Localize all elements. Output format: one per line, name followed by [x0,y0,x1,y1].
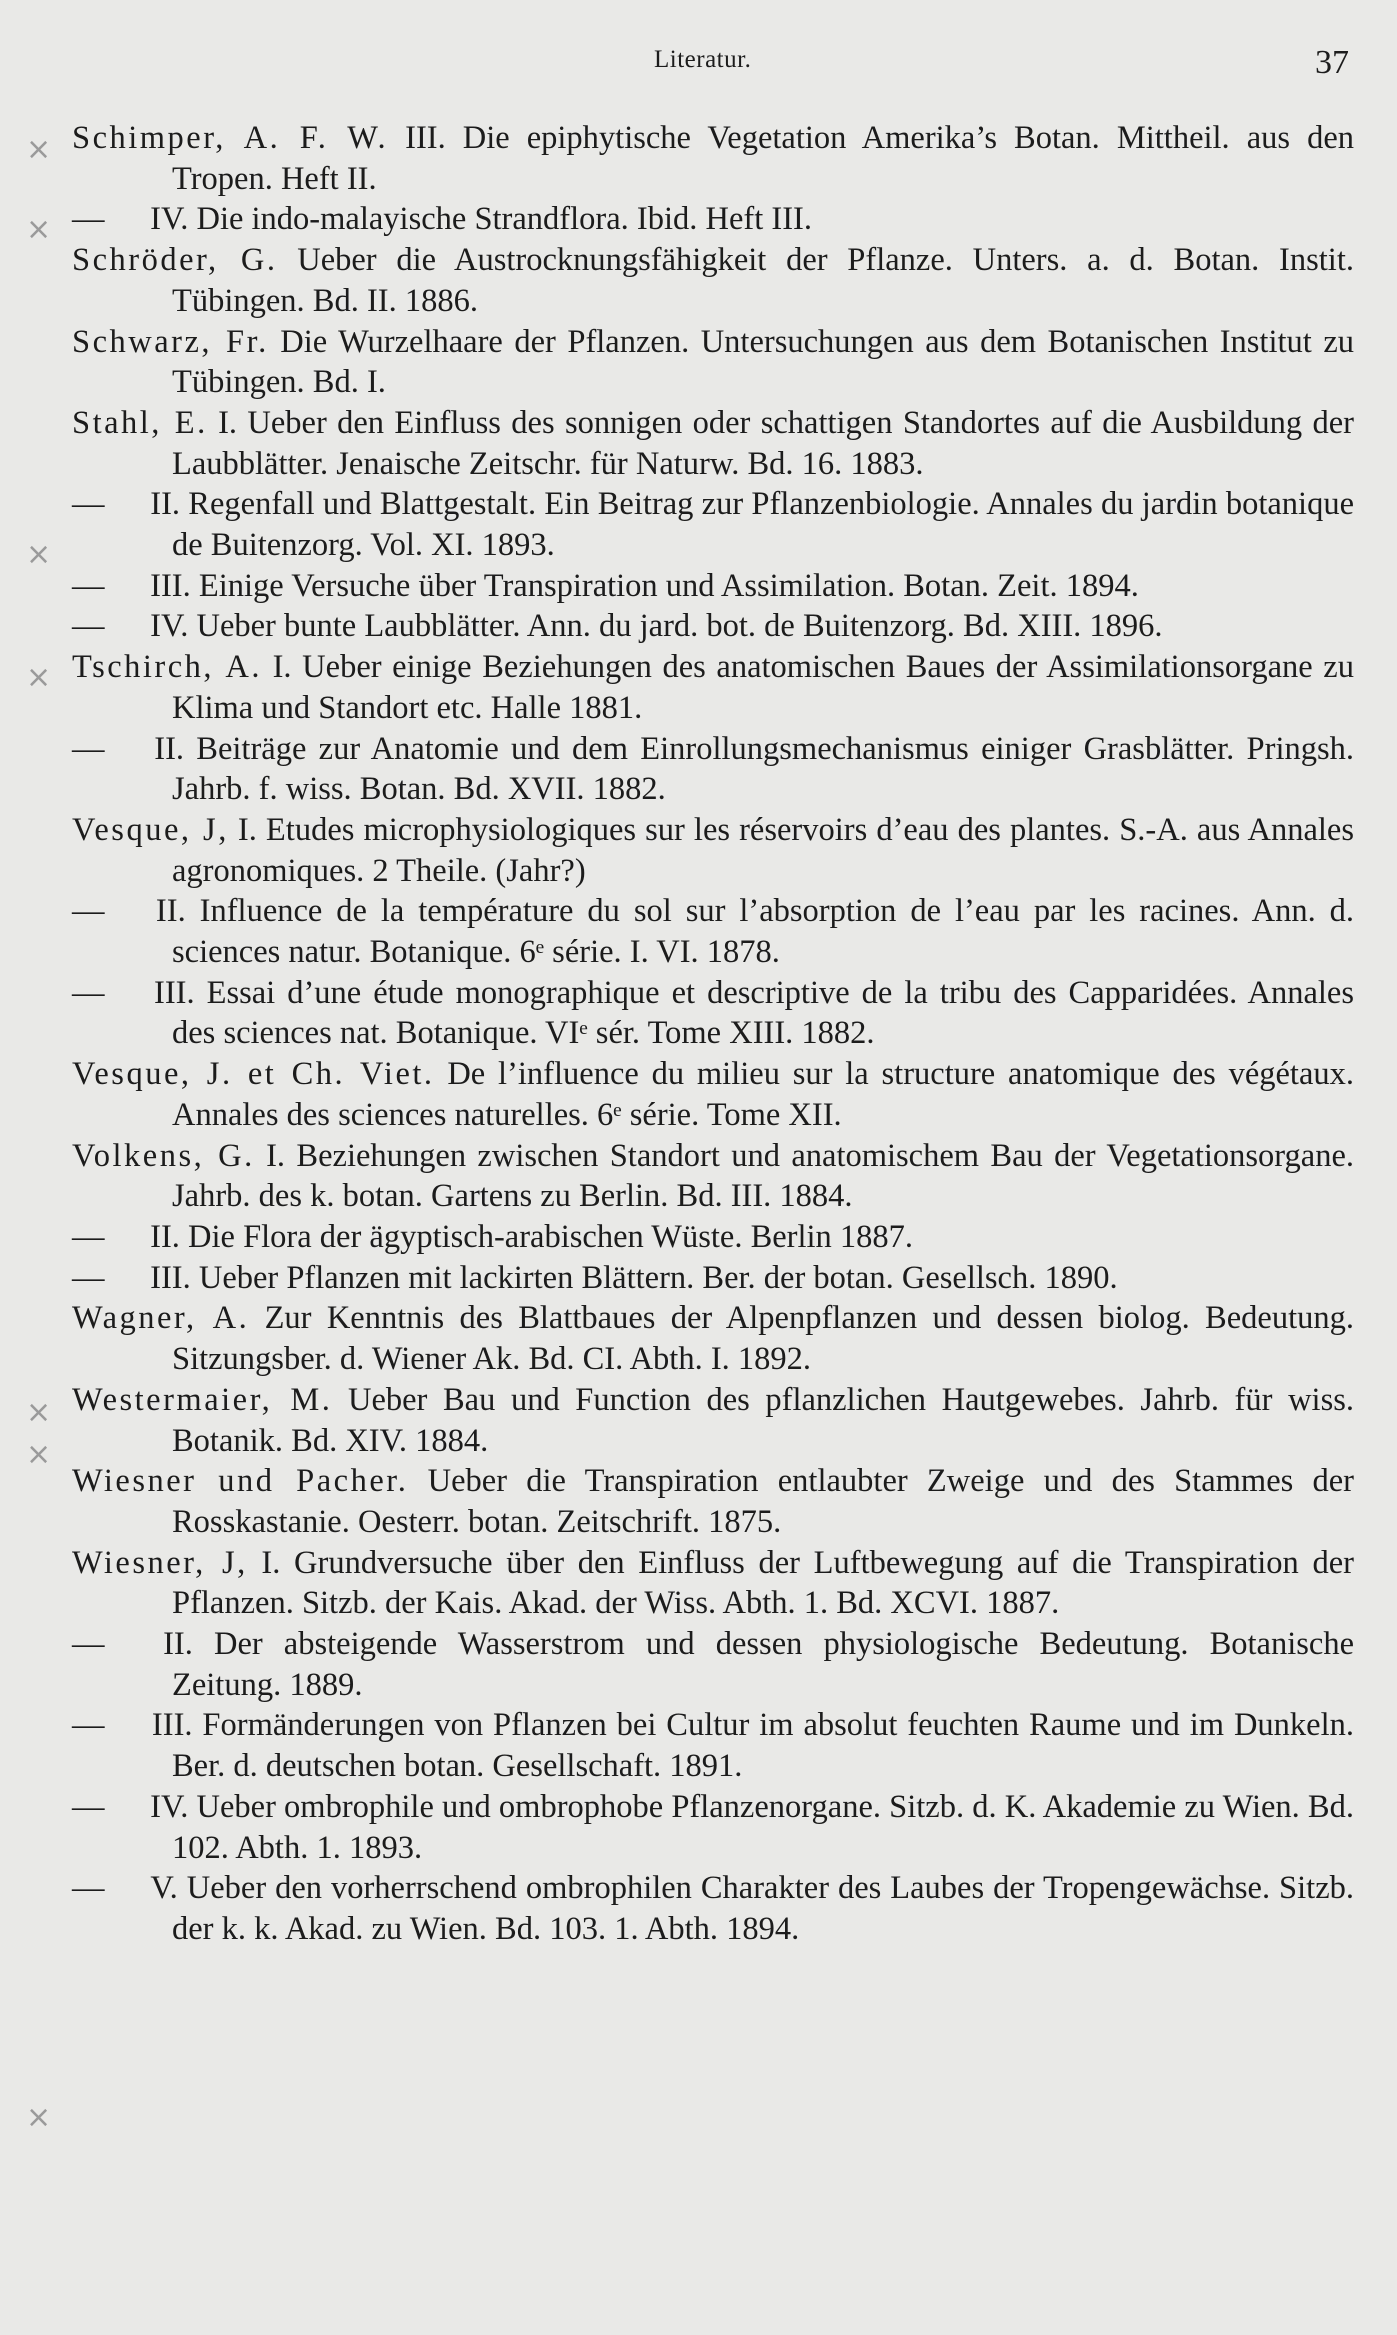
entry-author: Vesque, J. et Ch. Viet. [72,1056,435,1093]
entry-author-repeat-dash: — [72,608,105,645]
margin-cross-mark: × [26,1395,52,1430]
entry-author-repeat-dash: — [72,201,105,238]
entry-citation: II. Der absteigende Wasserstrom und dessen physiologische Bedeutung. Botanische Zeitung. 1889. [142,1626,1354,1703]
entry-author: Schröder, G. [72,242,278,279]
bibliography-list [72,118,1354,1950]
entry-author: Tschirch, A. [72,649,262,686]
entry-author: Wiesner, J, [72,1544,248,1581]
entry-citation: I. Ueber den Einfluss des sonnigen oder schattigen Standortes auf die Ausbildung der Laubblätter. Jenaische Zeitschr. für Naturw. Bd. 16. 1883. [172,404,1354,482]
entry-author-repeat-dash: — [72,567,105,604]
bibliography-entry [72,1543,1354,1624]
entry-author-repeat-dash: — [72,974,105,1011]
entry-author: Wiesner und Pacher. [72,1463,409,1500]
running-head: Literatur. [654,46,752,73]
entry-author-repeat-dash: — [72,486,105,523]
bibliography-entry [72,1136,1354,1217]
entry-author: Stahl, E. [72,404,208,441]
entry-author: Wagner, A. [72,1300,250,1337]
entry-citation: I. Grundversuche über den Einfluss der Luftbewegung auf die Transpiration der Pflanzen. Sitzb. der Kais. Akad. der Wiss. Abth. 1. Bd. XCVI. 1887. [172,1544,1354,1622]
entry-citation: Die Wurzelhaare der Pflanzen. Untersuchungen aus dem Botanischen Institut zu Tübingen. Bd. I. [172,323,1354,401]
bibliography-entry [72,1054,1354,1135]
entry-citation: III. Die epiphytische Vegetation Amerika’s Botan. Mittheil. aus den Tropen. Heft II. [172,120,1354,197]
entry-citation: Zur Kenntnis des Blattbaues der Alpenpflanzen und dessen biolog. Bedeutung. Sitzungsber. d. Wiener Ak. Bd. CI. Abth. I. 1892. [172,1300,1354,1378]
entry-citation: I. Ueber einige Beziehungen des anatomischen Baues der Assimilationsorgane zu Klima und Standort etc. Halle 1881. [172,649,1354,726]
bibliography-entry [72,1380,1354,1461]
entry-author-repeat-dash: — [72,1626,105,1663]
bibliography-entry [72,1258,1354,1299]
entry-author: Schimper, A. F. W. [72,120,389,156]
entry-citation: II. Influence de la température du sol sur l’absorption de l’eau par les racines. Ann. d. sciences natur. Botanique. 6ᵉ série. I. VI. 1878. [142,893,1354,971]
bibliography-entry [72,891,1354,972]
margin-cross-mark: × [26,537,52,572]
entry-author: Vesque, J, [72,811,229,848]
entry-citation: III. Ueber Pflanzen mit lackirten Blättern. Ber. der botan. Gesellsch. 1890. [142,1259,1118,1296]
bibliography-entry [72,1298,1354,1379]
bibliography-entry [72,118,1354,199]
margin-cross-mark: × [26,132,52,167]
entry-citation: IV. Ueber ombrophile und ombrophobe Pflanzenorgane. Sitzb. d. K. Akademie zu Wien. Bd. 102. Abth. 1. 1893. [142,1788,1354,1866]
entry-citation: Ueber die Transpiration entlaubter Zweige und des Stammes der Rosskastanie. Oesterr. botan. Zeitschrift. 1875. [172,1463,1354,1540]
entry-citation: II. Beiträge zur Anatomie und dem Einrollungsmechanismus einiger Grasblätter. Pringsh. Jahrb. f. wiss. Botan. Bd. XVII. 1882. [142,730,1354,808]
margin-cross-mark: × [26,660,52,695]
bibliography-entry [72,240,1354,321]
entry-author-repeat-dash: — [72,1870,105,1907]
bibliography-entry [72,647,1354,728]
entry-author-repeat-dash: — [72,1788,105,1825]
bibliography-entry [72,1787,1354,1868]
entry-citation: IV. Die indo-malayische Strandflora. Ibid. Heft III. [142,201,812,238]
entry-citation: I. Beziehungen zwischen Standort und anatomischem Bau der Vegetationsorgane. Jahrb. des k. botan. Gartens zu Berlin. Bd. III. 1884. [172,1137,1355,1215]
page-number: 37 [1315,44,1349,81]
margin-cross-mark: × [26,2100,52,2135]
bibliography-entry [72,810,1354,891]
entry-citation: III. Formänderungen von Pflanzen bei Cultur im absolut feuchten Raume und im Dunkeln. Ber. d. deutschen botan. Gesellschaft. 1891. [142,1707,1354,1785]
entry-author: Westermaier, M. [72,1381,333,1418]
bibliography-entry [72,322,1354,403]
entry-citation: Ueber die Austrocknungsfähigkeit der Pflanze. Unters. a. d. Botan. Instit. Tübingen. Bd. II. 1886. [172,242,1354,319]
entry-citation: I. Etudes microphysiologiques sur les réservoirs d’eau des plantes. S.-A. aus Annales agronomiques. 2 Theile. (Jahr?) [172,811,1355,889]
bibliography-entry [72,199,1354,240]
bibliography-entry [72,606,1354,647]
entry-author-repeat-dash: — [72,893,105,930]
entry-citation: III. Einige Versuche über Transpiration und Assimilation. Botan. Zeit. 1894. [142,567,1139,604]
entry-author: Schwarz, Fr. [72,323,269,360]
bibliography-entry [72,1461,1354,1542]
bibliography-entry [72,729,1354,810]
bibliography-entry [72,1624,1354,1705]
entry-author-repeat-dash: — [72,1259,105,1296]
bibliography-entry [72,1868,1354,1949]
margin-cross-mark: × [26,1437,52,1472]
entry-citation: II. Regenfall und Blattgestalt. Ein Beitrag zur Pflanzenbiologie. Annales du jardin botanique de Buitenzorg. Vol. XI. 1893. [142,486,1354,564]
entry-citation: De l’influence du milieu sur la structure anatomique des végétaux. Annales des sciences naturelles. 6ᵉ série. Tome XII. [172,1056,1354,1133]
entry-author-repeat-dash: — [72,730,105,767]
bibliography-entry [72,484,1354,565]
entry-citation: II. Die Flora der ägyptisch-arabischen Wüste. Berlin 1887. [142,1218,914,1255]
entry-author: Volkens, G. [72,1137,255,1174]
entry-citation: IV. Ueber bunte Laubblätter. Ann. du jard. bot. de Buitenzorg. Bd. XIII. 1896. [142,608,1163,645]
bibliography-entry [72,1217,1354,1258]
bibliography-entry [72,973,1354,1054]
entry-citation: Ueber Bau und Function des pflanzlichen Hautgewebes. Jahrb. für wiss. Botanik. Bd. XIV. 1884. [172,1381,1354,1459]
bibliography-entry [72,566,1354,607]
bibliography-entry [72,403,1354,484]
entry-author-repeat-dash: — [72,1218,105,1255]
margin-cross-mark: × [26,212,52,247]
entry-citation: V. Ueber den vorherrschend ombrophilen Charakter des Laubes der Tropengewächse. Sitzb. der k. k. Akad. zu Wien. Bd. 103. 1. Abth. 1894. [142,1870,1354,1947]
entry-author-repeat-dash: — [72,1707,105,1744]
entry-citation: III. Essai d’une étude monographique et descriptive de la tribu des Capparidées. Annales des sciences nat. Botanique. VIᵉ sér. Tome XIII. 1882. [142,974,1354,1052]
bibliography-entry [72,1705,1354,1786]
